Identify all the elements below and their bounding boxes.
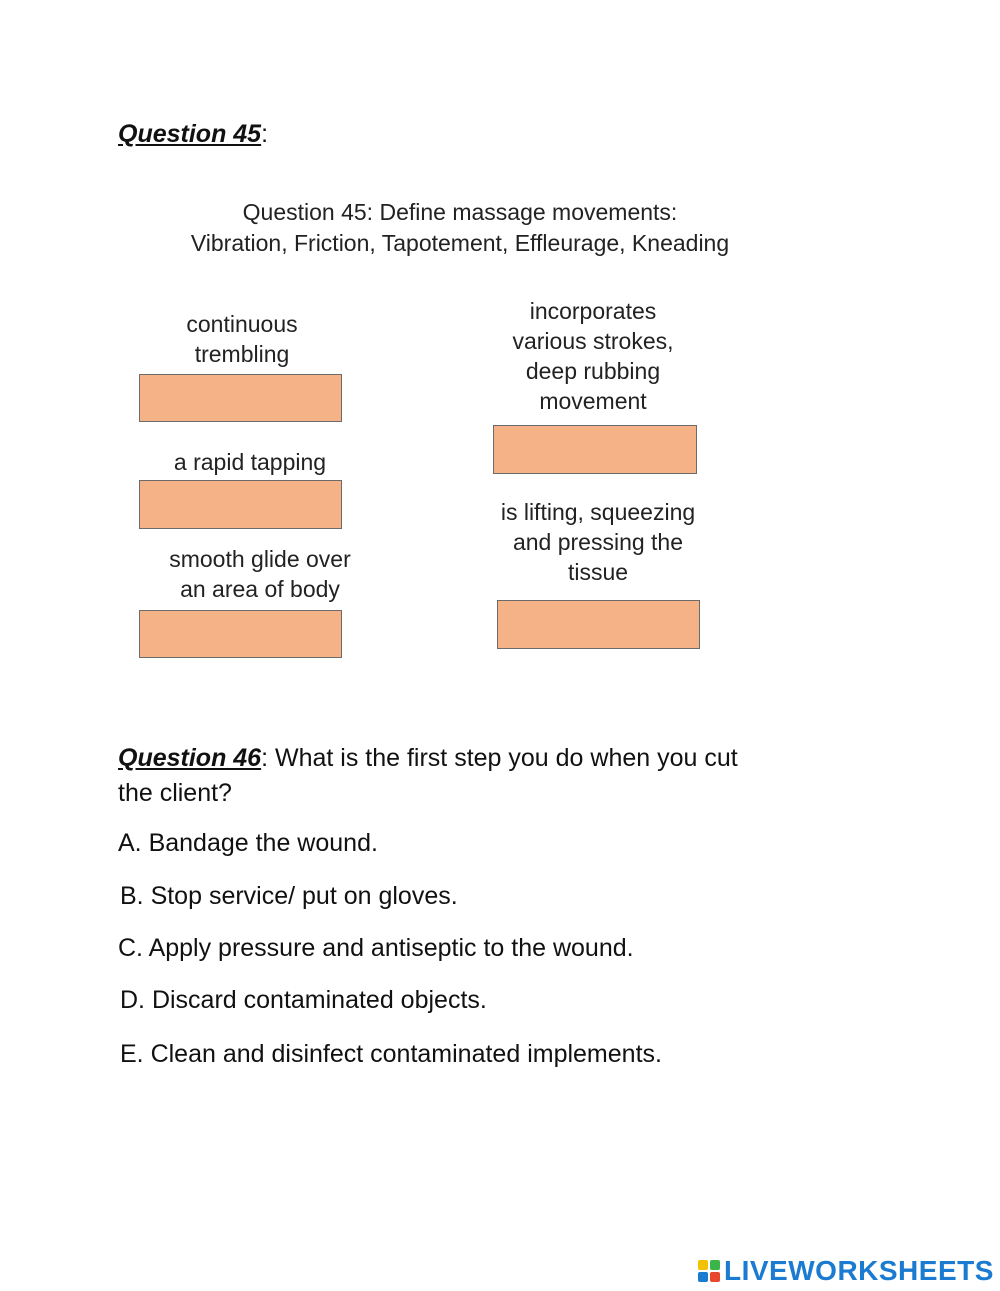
- clue-vibration: [130, 309, 354, 369]
- clue-friction: [480, 296, 706, 416]
- clue-line: tissue: [567, 559, 629, 585]
- option-b[interactable]: B. Stop service/ put on gloves.: [120, 882, 458, 910]
- image-title-line-2: Vibration, Friction, Tapotement, Effleurage, Kneading: [190, 230, 730, 256]
- clue-line: a rapid tapping: [173, 449, 327, 475]
- clue-line: movement: [539, 388, 647, 414]
- question-45-label: Question 45: [118, 120, 262, 148]
- clue-line: deep rubbing: [525, 358, 661, 384]
- clue-line: and pressing the: [512, 529, 684, 555]
- answer-dropbox-3[interactable]: [139, 610, 342, 658]
- option-a[interactable]: A. Bandage the wound.: [118, 829, 378, 857]
- clue-kneading: [478, 497, 718, 587]
- answer-dropbox-4[interactable]: [493, 425, 697, 474]
- logo-text: LIVEWORKSHEETS: [724, 1255, 994, 1286]
- clue-line: an area of body: [180, 576, 340, 602]
- option-d[interactable]: D. Discard contaminated objects.: [120, 986, 487, 1014]
- answer-dropbox-5[interactable]: [497, 600, 700, 649]
- question-46-text-line-2: the client?: [118, 779, 232, 807]
- clue-line: smooth glide over: [169, 546, 351, 572]
- clue-line: continuous: [186, 311, 298, 337]
- question-46-heading: [118, 741, 738, 811]
- answer-dropbox-1[interactable]: [139, 374, 342, 422]
- clue-line: trembling: [194, 341, 290, 367]
- liveworksheets-logo: [698, 1255, 994, 1287]
- question-46-label: Question 46: [118, 744, 262, 772]
- clue-line: various strokes,: [512, 328, 674, 354]
- image-title-line-1: Question 45: Define massage movements:: [242, 199, 678, 225]
- question-45-heading: [118, 120, 268, 149]
- answer-dropbox-2[interactable]: [139, 480, 342, 529]
- option-c[interactable]: C. Apply pressure and antiseptic to the wound.: [118, 934, 634, 962]
- clue-effleurage: [140, 544, 380, 604]
- clue-line: is lifting, squeezing: [500, 499, 696, 525]
- question-45-suffix: :: [261, 120, 269, 148]
- clue-line: incorporates: [529, 298, 657, 324]
- option-e[interactable]: E. Clean and disinfect contaminated implements.: [120, 1040, 662, 1068]
- question-46-text-line-1: : What is the first step you do when you cut: [261, 744, 738, 772]
- image-title: [130, 197, 790, 259]
- logo-blocks-icon: [698, 1260, 720, 1282]
- clue-tapotement: [140, 447, 360, 477]
